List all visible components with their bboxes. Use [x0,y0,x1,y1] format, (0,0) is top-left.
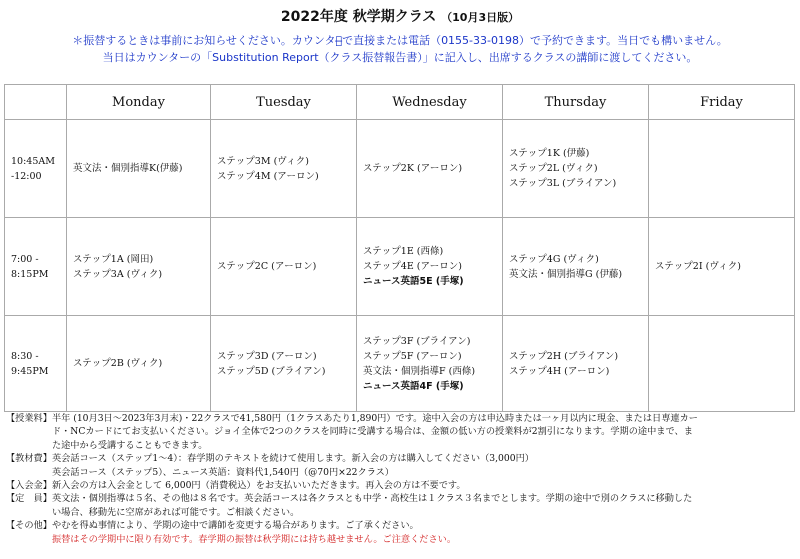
time-start: 7:00 - [11,253,39,265]
note-line: 半年 (10月3日〜2023年3月末)・22クラスで41,580円（1クラスあたり1,890円）です。途中入会の方は申込時または一ヶ月以内に現金、または日専連カー [51,413,698,424]
notice-line: 当日はカウンターの「Substitution Report（クラス振替報告書）」に記入し、出席するクラスの講師に渡してください。 [102,51,698,64]
class-entry: ステップ2H (ブライアン) [509,350,619,362]
substitution-warning: 振替はその学期中に限り有効です。春学期の振替は秋学期には持ち越せません。ご注意ください。 [51,533,457,545]
note-line: 英会話コース（ステップ5）、ニュース英語：資料代1,540円（@70円×22クラス） [51,466,394,478]
page-title [0,6,800,26]
class-schedule-table [4,84,795,412]
class-entry: ステップ1K (伊藤) [509,148,590,159]
note-line: 英文法・個別指導は５名、その他は８名です。英会話コースは各クラスとも中学・高校生は１クラス３名までとします。学期の途中で別のクラスに移動した [51,493,693,505]
note-label: 【入会金】 [6,480,52,492]
corner-cell [5,85,67,120]
notice-line: ＊振替するときは事前にお知らせください。カウンター̶で直接または電話（0155-33-0198）で予約できます。当日でも構いません。 [72,34,728,47]
time-start: 10:45AM [11,155,55,167]
class-cell-tuesday [211,316,357,412]
class-entry: ニュース英語4F (手塚) [363,380,464,392]
note-line: 新入会の方は入会金として 6,000円（消費税込）をお支払いいただきます。再入会の方は不要です。 [51,480,466,492]
note-label: 【授業料】 [6,413,52,424]
class-entry: 英文法・個別指導F (西條) [363,365,476,377]
class-cell-wednesday [357,218,503,316]
note-other [6,519,796,546]
day-header-monday: Monday [67,85,211,120]
class-entry: ステップ3L (ブライアン) [509,178,617,189]
time-cell [5,218,67,316]
class-cell-monday [67,316,211,412]
terms-notes [6,412,796,546]
class-entry: ステップ4M (アーロン) [217,170,319,182]
class-entry: ステップ2K (アーロン) [363,163,463,174]
class-entry: ステップ2I (ヴィク) [655,261,741,272]
time-cell [5,316,67,412]
note-capacity [6,492,796,519]
note-body [52,479,796,492]
class-entry: ステップ4E (アーロン) [363,261,462,272]
day-header-tuesday: Tuesday [211,85,357,120]
class-entry: 英文法・個別指導K(伊藤) [73,163,183,174]
note-line: い場合、移動先に空席があれば可能です。ご相談ください。 [51,506,300,518]
note-label: 【教材費】 [6,453,52,465]
class-entry: ステップ3D (アーロン) [217,350,317,362]
class-cell-monday [67,218,211,316]
time-end: 8:15PM [11,268,49,280]
day-header-friday: Friday [649,85,795,120]
note-body [52,492,796,519]
class-entry: ステップ3F (ブライアン) [363,335,471,347]
class-cell-thursday [503,120,649,218]
class-cell-tuesday [211,120,357,218]
class-entry: ステップ2C (アーロン) [217,261,317,272]
class-cell-friday [649,120,795,218]
time-start: 8:30 - [11,350,39,362]
class-entry: 英文法・個別指導G (伊藤) [509,268,623,280]
class-cell-monday [67,120,211,218]
class-entry: ステップ4H (アーロン) [509,365,610,377]
title-main: 2022年度 秋学期クラス [280,9,437,25]
day-header-wednesday: Wednesday [357,85,503,120]
class-entry: ステップ4G (ヴィク) [509,253,599,265]
substitution-notice [0,32,800,66]
table-row [5,218,795,316]
note-label: 【定 員】 [6,493,52,505]
class-entry: ステップ3A (ヴィク) [73,268,163,280]
class-cell-wednesday [357,316,503,412]
class-cell-thursday [503,218,649,316]
time-end: 9:45PM [11,365,49,377]
class-entry: ステップ3M (ヴィク) [217,155,309,167]
class-entry: ステップ5D (ブライアン) [217,365,326,377]
class-entry: ステップ1A (岡田) [73,253,154,265]
header-row [5,85,795,120]
class-entry: ニュース英語5E (手塚) [363,276,464,287]
class-cell-thursday [503,316,649,412]
class-cell-tuesday [211,218,357,316]
class-entry: ステップ5F (アーロン) [363,350,462,362]
day-header-thursday: Thursday [503,85,649,120]
note-tuition [6,412,796,452]
time-end: -12:00 [11,170,42,182]
note-line: やむを得ぬ事情により、学期の途中で講師を変更する場合があります。ご了承ください。 [51,520,419,532]
note-label: 【その他】 [6,520,52,532]
time-cell [5,120,67,218]
class-entry: ステップ2B (ヴィク) [73,358,163,369]
table-row [5,120,795,218]
note-line: 英会話コース（ステップ1〜4）：春学期のテキストを続けて使用します。新入会の方は購入してください（3,000円） [51,453,534,465]
class-entry: ステップ2L (ヴィク) [509,163,598,174]
note-body [52,452,796,479]
table-row [5,316,795,412]
class-cell-wednesday [357,120,503,218]
class-cell-friday [649,218,795,316]
class-entry: ステップ1E (西條) [363,246,444,257]
title-version: （10月3日版） [441,11,520,24]
note-line: ド・NCカードにてお支払いください。ジョイ全体で2つのクラスを同時に受講する場合は、金額の低い方の授業料が2割引になります。学期の途中まで、ま [51,426,693,438]
note-body [52,412,796,452]
note-enrollment-fee [6,479,796,492]
note-materials [6,452,796,479]
note-body [52,519,796,546]
class-cell-friday [649,316,795,412]
note-line: た途中から受講することもできます。 [51,439,208,451]
